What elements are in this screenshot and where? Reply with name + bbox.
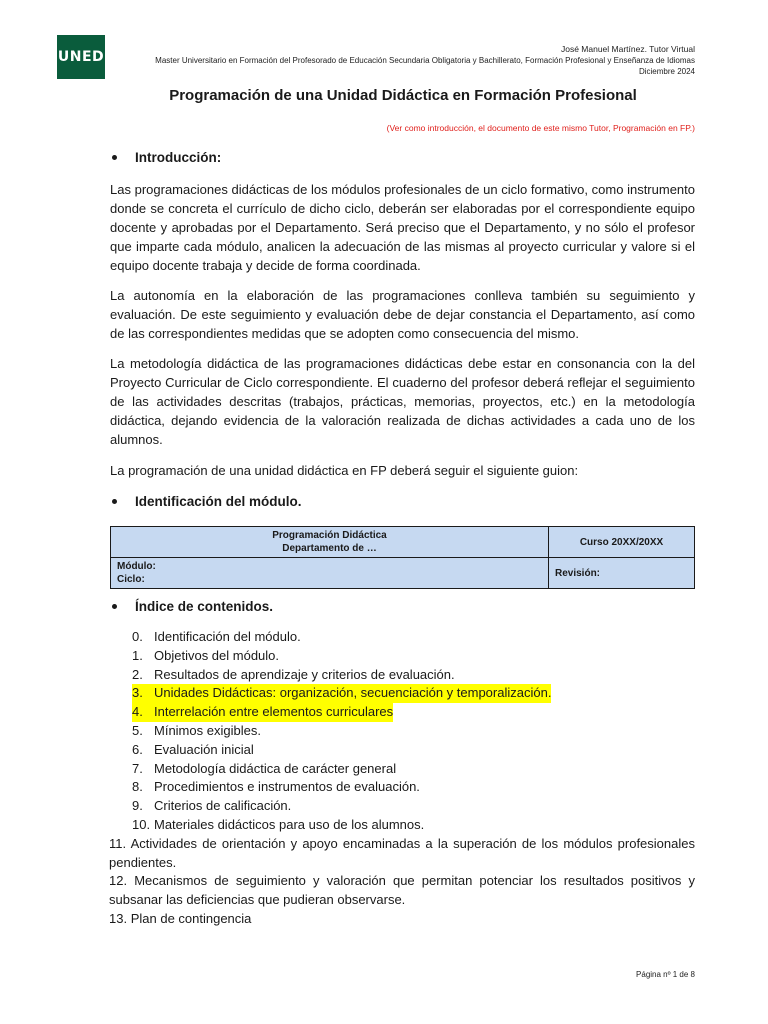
bullet-icon: [112, 499, 117, 504]
item-text: Metodología didáctica de carácter general: [154, 760, 397, 776]
item-number: 5.: [132, 722, 143, 738]
item-text-body: Plan de contingencia: [130, 910, 252, 926]
paragraph: La metodología didáctica de las programaciones didácticas debe estar en consonancia con la del Proyecto Curricular de Ciclo correspondiente. El cuaderno del profesor deberá reflejar el seguimiento de las actividades descritas (trabajos, prácticas, memorias, proyectos, etc.) en la metodología didáctica, dejando evidencia de la valoración realizada de dichas actividades a cada uno de los alumnos.: [110, 356, 695, 447]
item-number: 12.: [109, 873, 128, 889]
ident-heading-text: Identificación del módulo.: [135, 494, 302, 509]
logo-text: UNED: [57, 49, 105, 65]
page-header: [95, 44, 695, 77]
paragraph: Las programaciones didácticas de los módulos profesionales de un ciclo formativo, como instrumento donde se concreta el currículo de dicho ciclo, deberán ser elaboradas por el correspondiente equipo docente y aprobadas por el Departamento. Será preciso que el Departamento, y no sólo el profesor que imparte cada módulo, analicen la adecuación de las mismas al proyecto curricular y valore si el equipo docente trabaja y decide de forma coordinada.: [110, 182, 695, 273]
item-text: Unidades Didácticas: organización, secuenciación y temporalización.: [154, 684, 551, 703]
item-text: [109, 872, 695, 910]
item-text: Evaluación inicial: [154, 741, 254, 757]
list-item: [132, 816, 695, 835]
table-header-cell: [111, 527, 549, 558]
course-cell: [549, 527, 695, 558]
item-text: Materiales didácticos para uso de los alumnos.: [154, 816, 425, 832]
bullet-icon: [112, 604, 117, 609]
item-text: Objetivos del módulo.: [154, 647, 280, 663]
revision-cell: [549, 558, 695, 589]
item-text: [109, 835, 695, 873]
revision-label: Revisión:: [555, 567, 601, 579]
list-item: [109, 910, 695, 929]
page-number: Página nº 1 de 8: [636, 970, 695, 979]
item-text: [109, 910, 695, 929]
table-header-line1: Programación Didáctica: [272, 530, 387, 541]
list-item: [132, 797, 695, 816]
item-text: Criterios de calificación.: [154, 798, 292, 814]
item-text: Mínimos exigibles.: [154, 722, 261, 738]
item-number: 13.: [109, 910, 128, 926]
index-heading: [110, 599, 273, 614]
list-item: [132, 778, 695, 797]
ciclo-label: Ciclo:: [117, 574, 145, 585]
item-number: 9.: [132, 798, 143, 814]
document-title: Programación de una Unidad Didáctica en Formación Profesional: [169, 87, 637, 104]
index-heading-text: Índice de contenidos.: [135, 599, 274, 614]
intro-heading-text: Introducción:: [135, 150, 222, 165]
item-text: Resultados de aprendizaje y criterios de evaluación.: [154, 666, 455, 682]
item-text-body: Mecanismos de seguimiento y valoración que permitan potenciar los resultados positivos y subsanar las deficiencias que pudieran observarse.: [109, 873, 695, 908]
paragraph: La autonomía en la elaboración de las programaciones conlleva también su seguimiento y evaluación. De este seguimiento y evaluación debe de dejar constancia el Departamento, así como de las correspondientes medidas que se adopten como consecuencia del mismo.: [110, 288, 695, 341]
list-item-highlighted: [132, 703, 695, 722]
item-number: 4.: [132, 703, 154, 722]
table-header-line2: Departamento de …: [282, 543, 377, 554]
item-number: 2.: [132, 666, 143, 682]
module-identification-table: [110, 526, 695, 589]
item-number: 10.: [132, 816, 151, 832]
ident-heading: [110, 494, 302, 509]
list-item: [132, 628, 695, 647]
list-item: [132, 741, 695, 760]
list-item: [132, 666, 695, 685]
list-item-highlighted: [132, 684, 695, 703]
item-number: 1.: [132, 647, 143, 663]
reference-note: (Ver como introducción, el documento de este mismo Tutor, Programación en FP.): [386, 123, 695, 133]
table-of-contents: [109, 628, 695, 929]
item-text: Identificación del módulo.: [154, 629, 301, 644]
item-text: Interrelación entre elementos curriculares: [154, 703, 393, 722]
module-cycle-cell: [111, 558, 549, 589]
item-number: 8.: [132, 779, 143, 795]
header-author: José Manuel Martínez. Tutor Virtual: [560, 44, 695, 54]
item-number: 3.: [132, 684, 154, 703]
item-number: 11.: [109, 835, 127, 851]
header-program: Master Universitario en Formación del Profesorado de Educación Secundaria Obligatoria y Bachillerato, Formación Profesional y Enseñanza de Idiomas: [155, 56, 695, 65]
item-text: Procedimientos e instrumentos de evaluación.: [154, 779, 420, 795]
item-number: 0.: [132, 629, 143, 644]
intro-heading: [110, 150, 221, 165]
course-label: Curso 20XX/20XX: [579, 536, 664, 548]
item-number: 6.: [132, 741, 143, 757]
list-item: [132, 760, 695, 779]
item-text-body: Actividades de orientación y apoyo encaminadas a la superación de los módulos profesionales pendientes.: [109, 835, 695, 870]
list-item: [109, 872, 695, 910]
list-item: [132, 722, 695, 741]
item-number: 7.: [132, 760, 143, 776]
paragraph: La programación de una unidad didáctica en FP deberá seguir el siguiente guion:: [110, 463, 579, 478]
list-item: [132, 647, 695, 666]
list-item: [109, 835, 695, 873]
header-date: Diciembre 2024: [638, 67, 695, 76]
bullet-icon: [112, 155, 117, 160]
modulo-label: Módulo:: [117, 561, 156, 572]
